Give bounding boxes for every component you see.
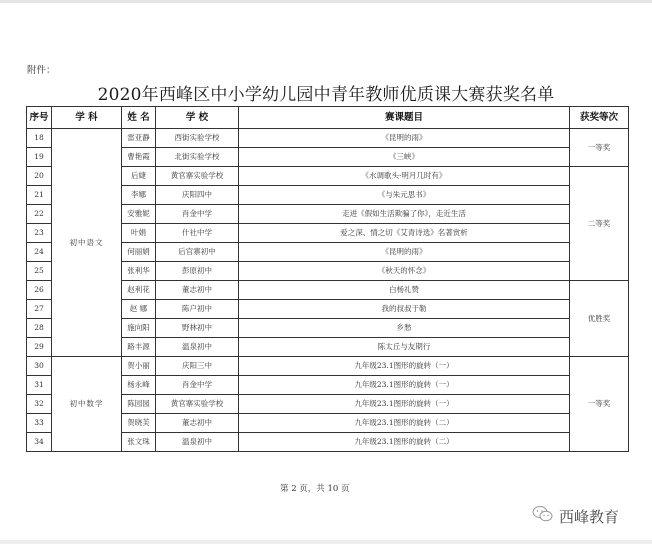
school-name: 庆阳四中: [156, 186, 239, 205]
table-body: [27, 129, 629, 452]
row-number: 24: [27, 243, 52, 262]
teacher-name: 杨永峰: [122, 376, 156, 395]
lesson-topic: 《三峡》: [239, 148, 570, 167]
lesson-topic: 乡愁: [239, 319, 570, 338]
header-school: 学 校: [156, 107, 239, 129]
lesson-topic: 我的叔叔于勒: [239, 300, 570, 319]
subject-cell: 初中数学: [52, 357, 122, 452]
teacher-name: 施向阳: [122, 319, 156, 338]
school-name: 肖金中学: [156, 376, 239, 395]
lesson-topic: 《昆明的雨》: [239, 129, 570, 148]
lesson-topic: 九年级23.1图形的旋转（一）: [239, 395, 570, 414]
teacher-name: 贺小丽: [122, 357, 156, 376]
brand-watermark: [532, 505, 619, 527]
school-name: 黄官寨实验学校: [156, 167, 239, 186]
row-number: 22: [27, 205, 52, 224]
prize-level: 一等奖: [570, 357, 629, 452]
teacher-name: 李娜: [122, 186, 156, 205]
row-number: 34: [27, 433, 52, 452]
brand-name: 西峰教育: [559, 507, 620, 526]
prize-level: 二等奖: [570, 167, 629, 281]
header-name: 姓 名: [122, 107, 156, 129]
lesson-topic: 九年级23.1图形的旋转（二）: [239, 433, 570, 452]
teacher-name: 路丰源: [122, 338, 156, 357]
lesson-topic: 《秋天的怀念》: [239, 262, 570, 281]
lesson-topic: 陈太丘与友期行: [239, 338, 570, 357]
bottom-border: [0, 540, 652, 544]
row-number: 32: [27, 395, 52, 414]
teacher-name: 赵利花: [122, 281, 156, 300]
row-number: 23: [27, 224, 52, 243]
lesson-topic: 白杨礼赞: [239, 281, 570, 300]
school-name: 黄官寨实验学校: [156, 395, 239, 414]
row-number: 21: [27, 186, 52, 205]
row-number: 20: [27, 167, 52, 186]
row-number: 30: [27, 357, 52, 376]
school-name: 董志初中: [156, 414, 239, 433]
lesson-topic: 《水调歌头·明月几时有》: [239, 167, 570, 186]
school-name: 彭原初中: [156, 262, 239, 281]
school-name: 野林初中: [156, 319, 239, 338]
school-name: 肖金中学: [156, 205, 239, 224]
row-number: 27: [27, 300, 52, 319]
subject-cell: 初中语文: [52, 129, 122, 357]
row-number: 33: [27, 414, 52, 433]
teacher-name: 贺晓芙: [122, 414, 156, 433]
table-header-row: [27, 107, 629, 129]
teacher-name: 曹艳霞: [122, 148, 156, 167]
wechat-icon: [532, 505, 554, 527]
teacher-name: 陈园园: [122, 395, 156, 414]
school-name: 陈户初中: [156, 300, 239, 319]
teacher-name: 叶娟: [122, 224, 156, 243]
attachment-label: 附件：: [27, 65, 56, 76]
teacher-name: 张利华: [122, 262, 156, 281]
school-name: 温泉初中: [156, 338, 239, 357]
page-footer: 第 2 页，共 10 页: [280, 484, 350, 494]
document-title: 2020年西峰区中小学幼儿园中青年教师优质课大赛获奖名单: [97, 85, 555, 105]
teacher-name: 雷亚静: [122, 129, 156, 148]
school-name: 西街实验学校: [156, 129, 239, 148]
school-name: 什社中学: [156, 224, 239, 243]
row-number: 29: [27, 338, 52, 357]
teacher-name: 赵 娜: [122, 300, 156, 319]
school-name: 董志初中: [156, 281, 239, 300]
teacher-name: 安雅妮: [122, 205, 156, 224]
teacher-name: 何丽娟: [122, 243, 156, 262]
row-number: 25: [27, 262, 52, 281]
lesson-topic: 九年级23.1图形的旋转（一）: [239, 357, 570, 376]
prize-level: 一等奖: [570, 129, 629, 167]
teacher-name: 张文珠: [122, 433, 156, 452]
row-number: 26: [27, 281, 52, 300]
lesson-topic: 九年级23.1图形的旋转（二）: [239, 414, 570, 433]
prize-level: 优胜奖: [570, 281, 629, 357]
row-number: 19: [27, 148, 52, 167]
row-number: 28: [27, 319, 52, 338]
lesson-topic: 《昆明的雨》: [239, 243, 570, 262]
lesson-topic: 《与朱元思书》: [239, 186, 570, 205]
table-row: [27, 129, 629, 148]
header-subject: 学 科: [52, 107, 122, 129]
header-topic: 赛课题目: [239, 107, 570, 129]
top-border: [0, 0, 652, 3]
lesson-topic: 走进《假如生活欺骗了你》，走近生活: [239, 205, 570, 224]
header-number: 序号: [27, 107, 52, 129]
lesson-topic: 九年级23.1图形的旋转（一）: [239, 376, 570, 395]
row-number: 31: [27, 376, 52, 395]
award-table: [26, 106, 629, 452]
teacher-name: 后婕: [122, 167, 156, 186]
school-name: 北街实验学校: [156, 148, 239, 167]
lesson-topic: 爱之深、情之切《艾青诗选》名著赏析: [239, 224, 570, 243]
school-name: 后官寨初中: [156, 243, 239, 262]
school-name: 温泉初中: [156, 433, 239, 452]
table-row: [27, 357, 629, 376]
school-name: 庆阳三中: [156, 357, 239, 376]
header-prize: 获奖等次: [570, 107, 629, 129]
row-number: 18: [27, 129, 52, 148]
